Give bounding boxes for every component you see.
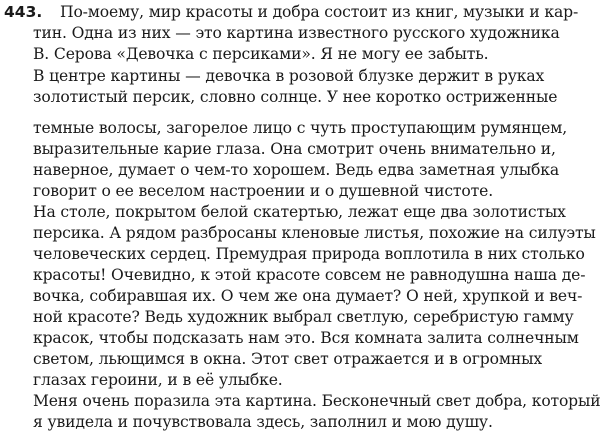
text-line: персика. А рядом разбросаны кленовые листья, похожие на силуэты [33, 224, 596, 242]
text-line: В центре картины — девочка в розовой блузке держит в руках [33, 67, 545, 85]
text-line: красоты! Очевидно, к этой красоте совсем не равнодушна наша де- [33, 266, 586, 284]
text-line: выразительные карие глаза. Она смотрит очень внимательно и, [33, 140, 556, 158]
text-line: тин. Одна из них — это картина известного русского художника [33, 24, 560, 42]
text-line: вочка, собиравшая их. О чем же она думает? О ней, хрупкой и веч- [33, 287, 583, 305]
exercise-number: 443. [4, 3, 43, 21]
text-line: наверное, думает о чем-то хорошем. Ведь едва заметная улыбка [33, 161, 559, 179]
text-line: ной красоте? Ведь художник выбрал светлую, серебристую гамму [33, 308, 574, 326]
text-line: темные волосы, загорелое лицо с чуть проступающим румянцем, [33, 119, 568, 137]
text-line: золотистый персик, словно солнце. У нее коротко остриженные [33, 88, 558, 106]
text-line: человеческих сердец. Премудрая природа воплотила в них столько [33, 245, 585, 263]
text-line: Меня очень поразила эта картина. Бесконечный свет добра, который [33, 392, 601, 410]
text-line: красок, чтобы подсказать нам это. Вся комната залита солнечным [33, 329, 579, 347]
text-line: говорит о ее веселом настроении и о душевной чистоте. [33, 182, 493, 200]
text-line: светом, льющимся в окна. Этот свет отражается и в огромных [33, 350, 543, 368]
text-line: По-моему, мир красоты и добра состоит из книг, музыки и кар- [60, 3, 579, 21]
text-line: я увидела и почувствовала здесь, заполнил и мою душу. [33, 413, 493, 431]
text-line: глазах героини, и в её улыбке. [33, 371, 283, 389]
text-line: В. Серова «Девочка с персиками». Я не могу ее забыть. [33, 45, 489, 63]
text-line: На столе, покрытом белой скатертью, лежат еще два золотистых [33, 203, 566, 221]
